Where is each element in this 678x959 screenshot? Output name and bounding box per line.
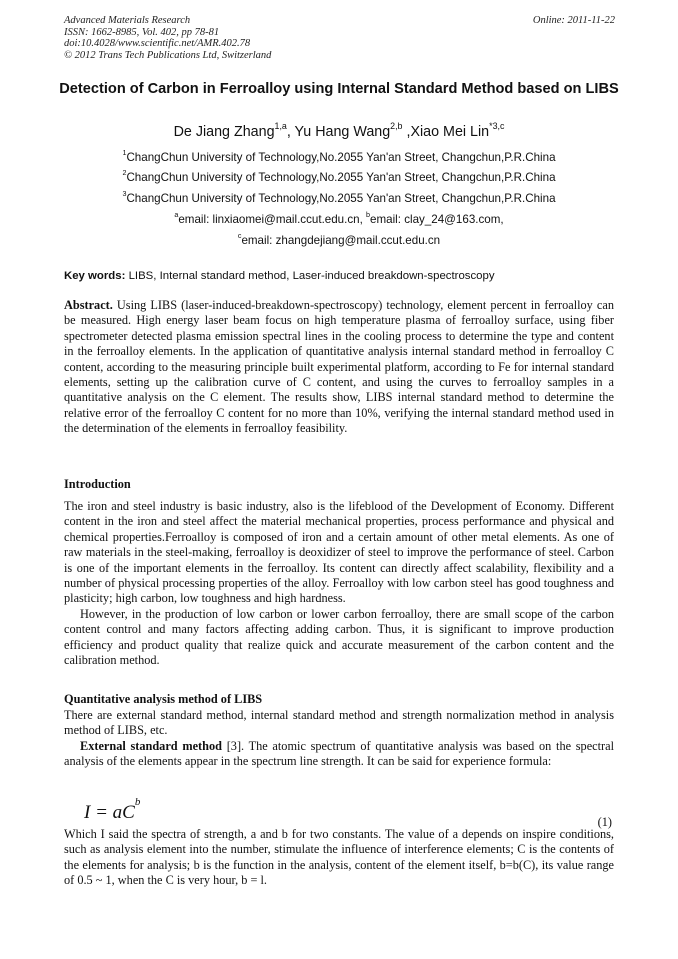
equation-1 xyxy=(84,795,141,824)
online-date: Online: 2011-11-22 xyxy=(532,15,615,26)
affiliation-text: ChangChun University of Technology,No.2055 Yan'an Street, Changchun,P.R.China xyxy=(126,151,556,164)
equation-explanation: Which I said the spectra of strength, a and b for two constants. The value of a depends on inspire conditions, such as analysis element into the number, stimulate the influence of interference elements; C is the contents of the elements for analysis; b is the function in the analysis, content of the element itself, b=b(C), its value range of 0.5 ~ 1, when the C is very hour, b = l. xyxy=(64,827,614,888)
equation-exponent: b xyxy=(134,795,141,808)
author-sup: *3,c xyxy=(489,120,505,131)
introduction-heading: Introduction xyxy=(64,477,131,491)
abstract-text: Using LIBS (laser-induced-breakdown-spectroscopy) technology, element percent in ferroalloy can be measured. High energy laser beam focus on high temperature plasma of ferroalloy surface, using fiber spectrometer detected plasma emission spectral lines in the cooling process to determine the type and content in the ferroalloy elements. In the application of quantitative analysis internal standard method in ferroalloy C content, according to the measuring principle built experimental platform, according to Fe for internal standard elements, setting up the calibration curve of C content, and using the curves to ferroalloy samples in a quantitative analysis on the C element. The results show, LIBS internal standard method to determine the relative error of the ferroalloy C content for no more than 10%, verifying the internal standard method used in the determination of the elements in ferroalloy feasibility. xyxy=(64,298,614,436)
journal-header xyxy=(64,15,271,61)
equation-body: I = aC xyxy=(84,802,135,823)
keywords-text: LIBS, Internal standard method, Laser-induced breakdown-spectroscopy xyxy=(125,270,495,282)
quantitative-body xyxy=(64,708,614,770)
journal-name: Advanced Materials Research xyxy=(64,15,191,26)
author-name: Yu Hang Wang xyxy=(294,124,391,140)
affiliation-sup: 3 xyxy=(122,189,127,199)
email-line-1 xyxy=(40,210,638,227)
author-line xyxy=(40,120,638,141)
quantitative-paragraph-2 xyxy=(64,739,614,770)
email-b: email: clay_24@163.com, xyxy=(370,213,504,226)
email-sup: b xyxy=(366,210,371,220)
quantitative-paragraph-2-text: [3]. The atomic spectrum of quantitative analysis was based on the spectral analysis of the elements appear in the spectrum line strength. It can be said for experience formula: xyxy=(64,738,614,769)
affiliation-sup: 1 xyxy=(122,148,127,158)
author-sup: 1,a xyxy=(274,120,287,131)
affiliation-text: ChangChun University of Technology,No.2055 Yan'an Street, Changchun,P.R.China xyxy=(126,171,556,184)
email-sup: a xyxy=(174,210,179,220)
affiliation-sup: 2 xyxy=(122,168,127,178)
quantitative-heading: Quantitative analysis method of LIBS xyxy=(64,692,263,706)
email-line-2 xyxy=(40,231,638,248)
issn-line: ISSN: 1662-8985, Vol. 402, pp 78-81 xyxy=(64,26,220,38)
keywords xyxy=(64,269,616,283)
author-name: Xiao Mei Lin xyxy=(410,124,490,140)
equation-number: (1) xyxy=(597,815,612,829)
author-sep: , xyxy=(402,124,411,140)
introduction-paragraph-2: However, in the production of low carbon or lower carbon ferroalloy, there are small scope of the carbon content control and many factors affecting adding carbon. Thus, it is significant to improve production efficiency and product quality that realize quick and accurate measurement of the carbon content and the calibration method. xyxy=(64,606,614,668)
keywords-label: Key words: xyxy=(64,270,126,282)
affiliation-3 xyxy=(40,189,638,206)
affiliation-text: ChangChun University of Technology,No.2055 Yan'an Street, Changchun,P.R.China xyxy=(126,192,556,205)
affiliation-1 xyxy=(40,148,638,165)
email-a: email: linxiaomei@mail.ccut.edu.cn, xyxy=(178,213,367,226)
author-name: De Jiang Zhang xyxy=(173,124,275,140)
introduction-paragraph-1: The iron and steel industry is basic industry, also is the lifeblood of the Development of Economy. Different content in the iron and steel affect the material mechanical properties, process performance and physical and chemical properties.Ferroalloy is composed of iron and a certain amount of other metal elements. As one of raw materials in the steel-making, ferroalloy is deoxidizer of steel to improve the performance of steel. Carbon is one of the important elements in the ferroalloy. Its content can directly affect scalability, flexibility and a number of physical processing properties of the alloy. Ferroalloy with low carbon steel has good toughness and plasticity; high carbon, low toughness and high hardness. xyxy=(64,499,614,606)
copyright-line: © 2012 Trans Tech Publications Ltd, Switzerland xyxy=(64,49,272,61)
author-sep: , xyxy=(286,124,295,140)
introduction-body xyxy=(64,499,614,668)
quantitative-paragraph-1: There are external standard method, internal standard method and strength normalization method in analysis method of LIBS, etc. xyxy=(64,708,614,738)
external-standard-method-label: External standard method xyxy=(80,738,222,753)
email-c: email: zhangdejiang@mail.ccut.edu.cn xyxy=(241,234,441,247)
abstract-label: Abstract. xyxy=(64,298,113,312)
abstract xyxy=(64,298,614,437)
email-sup: c xyxy=(237,231,242,241)
author-sup: 2,b xyxy=(390,120,403,131)
affiliation-2 xyxy=(40,168,638,185)
doi-line: doi:10.4028/www.scientific.net/AMR.402.78 xyxy=(64,38,251,49)
paper-title: Detection of Carbon in Ferroalloy using Internal Standard Method based on LIBS xyxy=(59,81,619,97)
